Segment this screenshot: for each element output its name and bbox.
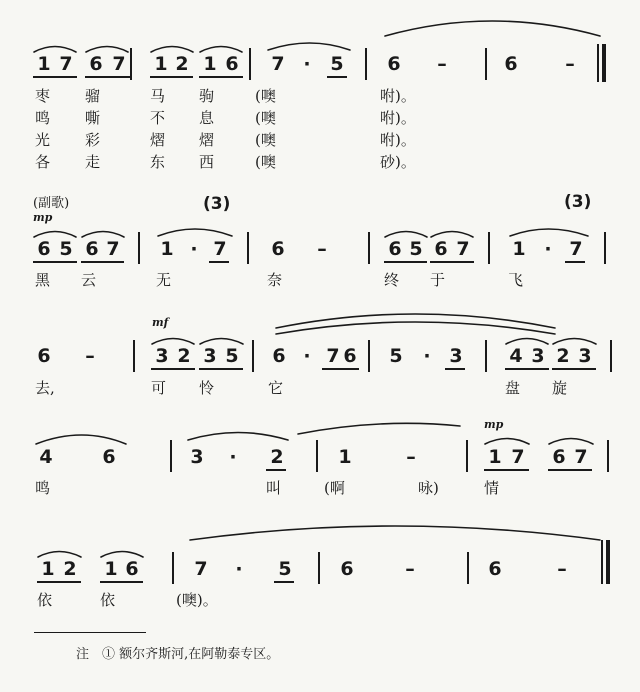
note: 3 <box>531 345 545 367</box>
lyric: (噢 <box>255 131 276 149</box>
barline <box>316 440 318 472</box>
note: 1 <box>104 558 118 580</box>
lyric: 走 <box>85 153 101 171</box>
note: – <box>317 238 327 260</box>
barline <box>368 340 370 372</box>
lyric: 东 <box>150 153 166 171</box>
note: 2 <box>177 345 191 367</box>
underline <box>430 261 474 263</box>
note: 6 <box>340 558 354 580</box>
note: 6 <box>488 558 502 580</box>
underline <box>565 261 585 263</box>
underline <box>445 368 465 370</box>
note: 6 <box>552 446 566 468</box>
triplet-mark: (3) <box>203 194 231 214</box>
note: · <box>544 238 552 260</box>
underline <box>85 76 130 78</box>
dynamic-mark: mf <box>152 316 169 329</box>
lyric: (噢)。 <box>176 591 218 609</box>
triplet-mark: (3) <box>564 192 592 212</box>
lyric: 可 <box>151 379 167 397</box>
note: 7 <box>456 238 470 260</box>
lyric: 咐)。 <box>380 131 416 149</box>
barline <box>467 552 469 584</box>
dynamic-mark: mp <box>484 418 504 431</box>
note: 6 <box>102 446 116 468</box>
note: 7 <box>326 345 340 367</box>
note: – <box>406 446 416 468</box>
note: 7 <box>511 446 525 468</box>
footnote-rule <box>34 632 146 633</box>
note: – <box>85 345 95 367</box>
repeat-barline-thick <box>602 44 606 82</box>
note: 7 <box>271 53 285 75</box>
barline <box>130 48 132 80</box>
note: 2 <box>556 345 570 367</box>
note: 7 <box>106 238 120 260</box>
lyric: 息 <box>199 109 215 127</box>
lyric: 咐)。 <box>380 109 416 127</box>
barline <box>252 340 254 372</box>
note: 6 <box>37 345 51 367</box>
underline <box>552 368 596 370</box>
note: 2 <box>175 53 189 75</box>
lyric: 咐)。 <box>380 87 416 105</box>
lyric: (啊 <box>324 479 345 497</box>
lyric: 鸣 <box>35 479 51 497</box>
lyric: 枣 <box>35 87 51 105</box>
lyric: 光 <box>35 131 51 149</box>
underline <box>37 581 81 583</box>
underline <box>33 76 77 78</box>
repeat-barline <box>597 44 599 82</box>
lyric: 嘶 <box>85 109 101 127</box>
barline <box>610 340 612 372</box>
note: 1 <box>154 53 168 75</box>
lyric: 云 <box>81 271 97 289</box>
final-barline-thick <box>606 540 610 584</box>
lyric: 终 <box>384 271 400 289</box>
barline <box>249 48 251 80</box>
lyric: 马 <box>150 87 166 105</box>
underline <box>100 581 143 583</box>
underline <box>199 368 243 370</box>
lyric: 黑 <box>35 271 51 289</box>
lyric: 依 <box>100 591 116 609</box>
underline <box>151 368 195 370</box>
lyric: 叫 <box>266 479 282 497</box>
note: 4 <box>39 446 53 468</box>
note: 3 <box>203 345 217 367</box>
note: · <box>229 446 237 468</box>
lyric: (噢 <box>255 87 276 105</box>
note: 1 <box>160 238 174 260</box>
note: – <box>557 558 567 580</box>
barline <box>247 232 249 264</box>
lyric: 旋 <box>552 379 568 397</box>
note: 2 <box>63 558 77 580</box>
note: 7 <box>112 53 126 75</box>
note: 7 <box>213 238 227 260</box>
lyric: 于 <box>430 271 446 289</box>
barline <box>485 48 487 80</box>
lyric: 飞 <box>508 271 524 289</box>
note: 6 <box>37 238 51 260</box>
note: 7 <box>194 558 208 580</box>
note: 7 <box>569 238 583 260</box>
note: – <box>437 53 447 75</box>
note: 1 <box>203 53 217 75</box>
note: 6 <box>85 238 99 260</box>
dynamic-mark: mp <box>33 211 53 224</box>
lyric: 鸣 <box>35 109 51 127</box>
note: 5 <box>389 345 403 367</box>
note: 3 <box>578 345 592 367</box>
lyric: 各 <box>35 153 51 171</box>
note: 1 <box>338 446 352 468</box>
lyric: 它 <box>268 379 284 397</box>
note: 6 <box>434 238 448 260</box>
note: 1 <box>512 238 526 260</box>
note: 5 <box>59 238 73 260</box>
barline <box>172 552 174 584</box>
underline <box>209 261 229 263</box>
barline <box>466 440 468 472</box>
underline <box>548 469 592 471</box>
barline <box>368 232 370 264</box>
underline <box>150 76 193 78</box>
note: 1 <box>41 558 55 580</box>
lyric: 熠 <box>199 131 215 149</box>
note: · <box>423 345 431 367</box>
note: 6 <box>125 558 139 580</box>
lyric: 情 <box>484 479 500 497</box>
note: 6 <box>272 345 286 367</box>
underline <box>327 76 347 78</box>
final-barline <box>601 540 603 584</box>
underline <box>484 469 529 471</box>
underline <box>199 76 243 78</box>
lyric: 怜 <box>199 379 215 397</box>
note: · <box>190 238 198 260</box>
note: 3 <box>190 446 204 468</box>
lyric: 不 <box>150 109 166 127</box>
note: · <box>303 345 311 367</box>
note: 7 <box>574 446 588 468</box>
lyric: 西 <box>199 153 215 171</box>
note: 2 <box>270 446 284 468</box>
note: 5 <box>225 345 239 367</box>
note: 7 <box>59 53 73 75</box>
lyric: 骝 <box>85 87 101 105</box>
lyric: 盘 <box>505 379 521 397</box>
barline <box>365 48 367 80</box>
lyric: 奈 <box>267 271 283 289</box>
note: 3 <box>155 345 169 367</box>
underline <box>81 261 124 263</box>
barline <box>488 232 490 264</box>
note: 5 <box>278 558 292 580</box>
barline <box>133 340 135 372</box>
note: 6 <box>343 345 357 367</box>
note: 5 <box>409 238 423 260</box>
barline <box>604 232 606 264</box>
note: 1 <box>488 446 502 468</box>
barline <box>138 232 140 264</box>
lyric: (噢 <box>255 153 276 171</box>
note: 3 <box>449 345 463 367</box>
lyric: 无 <box>156 271 172 289</box>
underline <box>274 581 294 583</box>
note: 6 <box>504 53 518 75</box>
note: – <box>565 53 575 75</box>
note: 6 <box>89 53 103 75</box>
note: 1 <box>37 53 51 75</box>
underline <box>322 368 359 370</box>
lyric: 驹 <box>199 87 215 105</box>
underline <box>266 469 286 471</box>
lyric: 咏) <box>418 479 439 497</box>
lyric: (噢 <box>255 109 276 127</box>
barline <box>607 440 609 472</box>
lyric: 依 <box>37 591 53 609</box>
lyric: 彩 <box>85 131 101 149</box>
barline <box>485 340 487 372</box>
underline <box>384 261 427 263</box>
note: 4 <box>509 345 523 367</box>
note: 6 <box>387 53 401 75</box>
note: · <box>303 53 311 75</box>
lyric: 砂)。 <box>380 153 416 171</box>
note: · <box>235 558 243 580</box>
note: – <box>405 558 415 580</box>
footnote: 注 ① 额尔齐斯河,在阿勒泰专区。 <box>76 647 280 662</box>
barline <box>170 440 172 472</box>
note: 6 <box>271 238 285 260</box>
note: 6 <box>225 53 239 75</box>
note: 5 <box>330 53 344 75</box>
barline <box>318 552 320 584</box>
lyric: 熠 <box>150 131 166 149</box>
lyric: 去, <box>35 379 55 397</box>
underline <box>505 368 549 370</box>
underline <box>33 261 77 263</box>
note: 6 <box>388 238 402 260</box>
chorus-label: (副歌) <box>33 196 70 211</box>
